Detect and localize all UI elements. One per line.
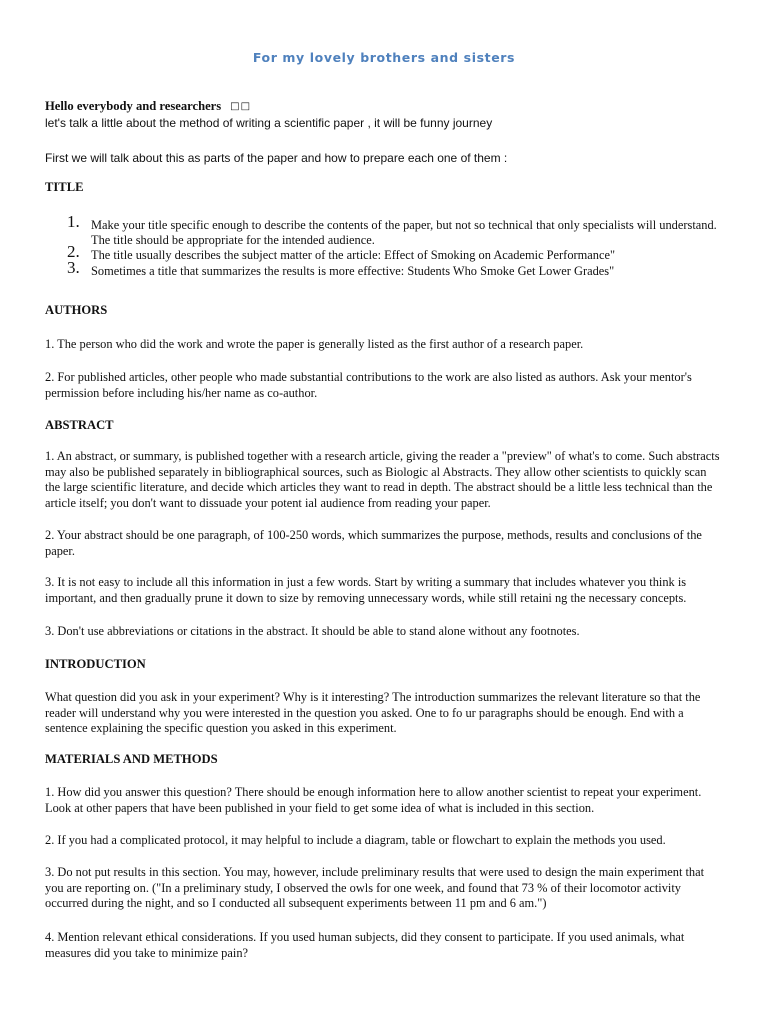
list-item-text: The title usually describes the subject matter of the article: Effect of Smoking on Academic Performance": [91, 248, 616, 263]
list-item-text: Sometimes a title that summarizes the results is more effective: Students Who Smoke Get Lower Grades": [91, 263, 615, 278]
introduction-paragraph: What question did you ask in your experiment? Why is it interesting? The introduction summarizes the relevant literature so that the reader will understand why you were interested in the question you asked. One to fo ur paragraphs should be enough. End with a sentence explaining the specific question you asked in this experiment.: [45, 690, 701, 736]
abstract-paragraph-2: 2. Your abstract should be one paragraph, of 100-250 words, which summarizes the purpose, methods, results and conclusions of the paper.: [45, 528, 702, 558]
methods-paragraph-4: 4. Mention relevant ethical considerations. If you used human subjects, did they consent to participate. If you used animals, what measures did you take to minimize pain?: [45, 930, 685, 960]
list-item-number: 1.: [67, 212, 80, 231]
parts-line: First we will talk about this as parts of the paper and how to prepare each one of them :: [45, 151, 508, 165]
list-item: [67, 257, 723, 279]
list-item-number: 3.: [67, 257, 80, 277]
document-title: For my lovely brothers and sisters: [252, 50, 516, 65]
authors-paragraph-1: 1. The person who did the work and wrote the paper is generally listed as the first author of a research paper.: [45, 337, 584, 351]
title-list: [67, 212, 723, 279]
section-heading-title: TITLE: [45, 180, 84, 194]
list-item-number: 2.: [67, 242, 80, 262]
list-item-text: Make your title specific enough to describe the contents of the paper, but not so technical that only specialists will understand. The title should be appropriate for the intended audience.: [91, 218, 717, 248]
list-item: [67, 212, 723, 248]
list-item: [67, 242, 723, 263]
section-heading-introduction: INTRODUCTION: [45, 657, 146, 671]
abstract-paragraph-4: 3. Don't use abbreviations or citations in the abstract. It should be able to stand alone without any footnotes.: [45, 624, 580, 638]
greeting-text: Hello everybody and researchers: [45, 99, 222, 113]
section-heading-abstract: ABSTRACT: [45, 418, 114, 432]
section-heading-authors: AUTHORS: [45, 303, 108, 317]
methods-paragraph-1: 1. How did you answer this question? There should be enough information here to allow another scientist to repeat your experiment. Look at other papers that have been published in your field to get some idea of what is included in this section.: [45, 785, 702, 815]
intro-line: let's talk a little about the method of writing a scientific paper , it will be funny journey: [45, 116, 493, 130]
methods-paragraph-3: 3. Do not put results in this section. You may, however, include preliminary results that were used to design the main experiment that you are reporting on. ("In a preliminary study, I observed the owls for one week, and found that 73 % of their locomotor activity occurred during the night, and so I conducted all subsequent experiments between 11 pm and 6 am."): [45, 865, 705, 911]
abstract-paragraph-3: 3. It is not easy to include all this information in just a few words. Start by writing a summary that includes whatever you think is important, and then gradually prune it down to size by removing unnecessary words, while still retaini ng the necessary concepts.: [45, 575, 687, 605]
abstract-paragraph-1: 1. An abstract, or summary, is published together with a research article, giving the reader a "preview" of what's to come. Such abstracts may also be published separately in bibliographical sources, such as Biologic al Abstracts. They allow other scientists to quickly scan the large scientific literature, and decide which articles they want to read in depth. The abstract should be a little less technical than the article itself; you don't want to dissuade your potent ial audience from reading your paper.: [45, 449, 720, 510]
unrendered-emoji-glyphs: □□: [230, 101, 252, 112]
section-heading-methods: MATERIALS AND METHODS: [45, 752, 218, 766]
methods-paragraph-2: 2. If you had a complicated protocol, it may helpful to include a diagram, table or flowchart to explain the methods you used.: [45, 833, 666, 847]
authors-paragraph-2: 2. For published articles, other people who made substantial contributions to the work are also listed as authors. Ask your mentor's permission before including his/her name as co-author.: [45, 370, 692, 400]
greeting-line: [45, 99, 723, 115]
